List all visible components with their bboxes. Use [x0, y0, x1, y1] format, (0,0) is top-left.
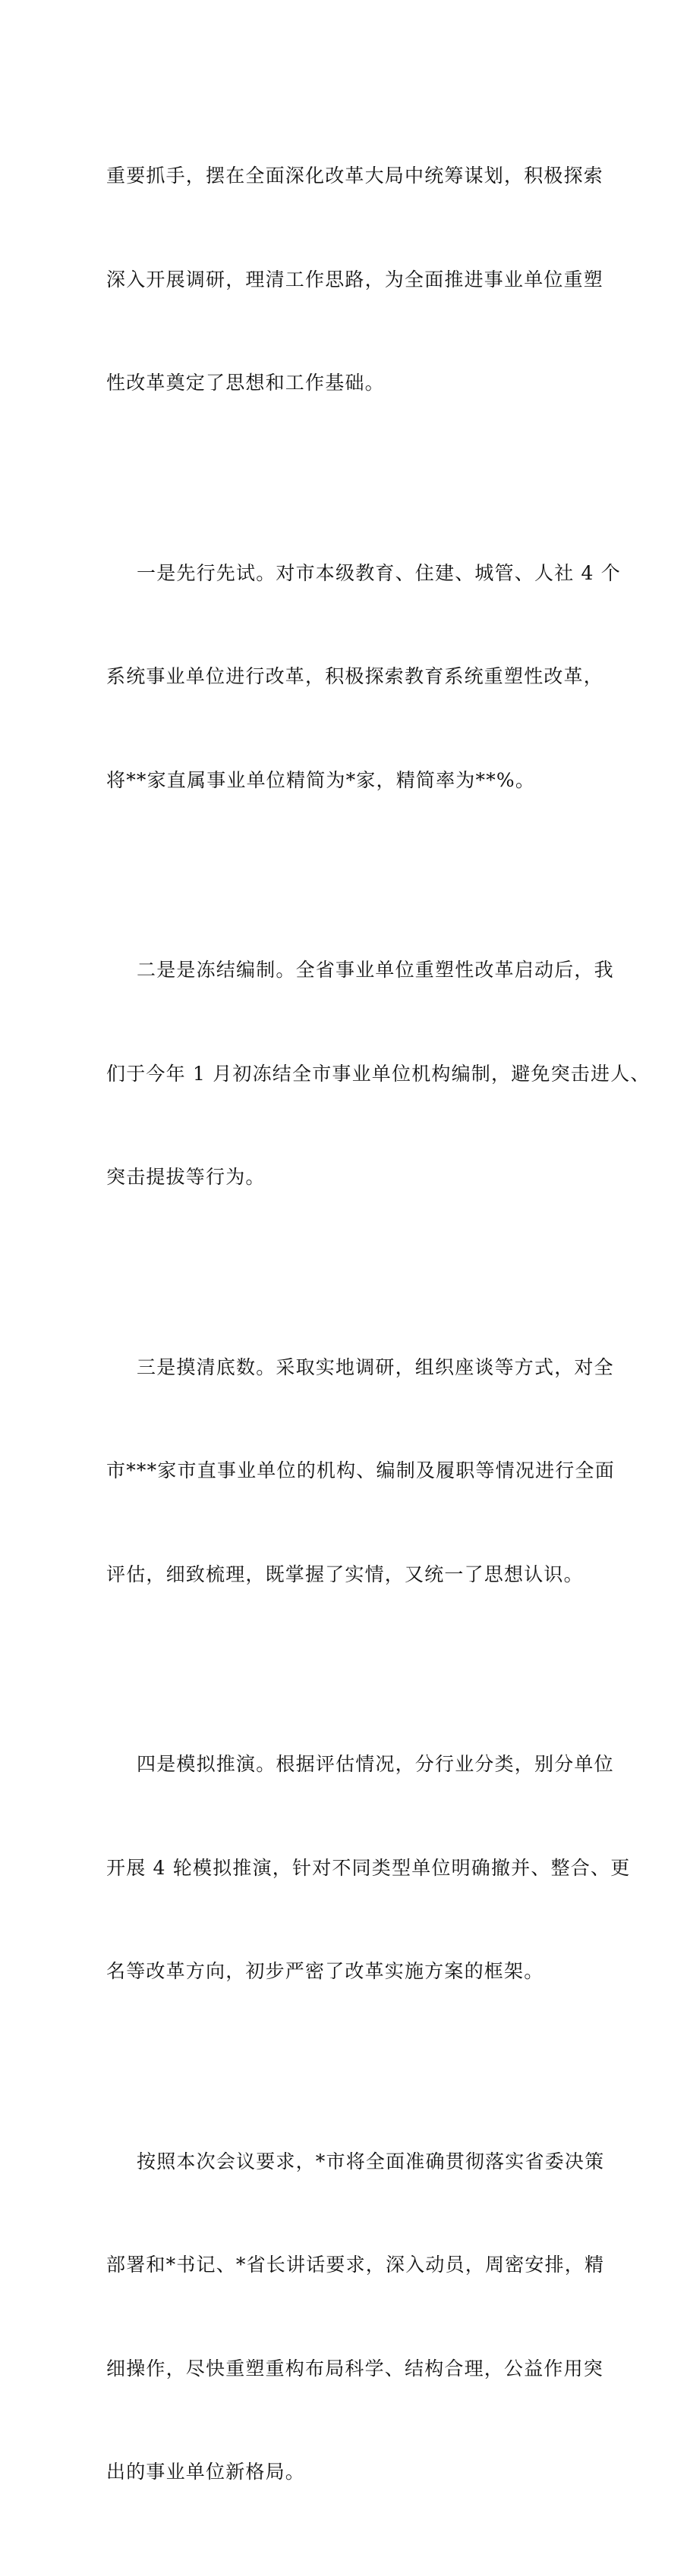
paragraph-conclusion [106, 2075, 605, 2559]
text-line: 一是先行先试。对市本级教育、住建、城管、人社 4 个 [137, 561, 622, 584]
text-line: 三是摸清底数。采取实地调研，组织座谈等方式，对全 [137, 1356, 614, 1378]
text-line: 名等改革方向，初步严密了改革实施方案的框架。 [106, 1960, 544, 1982]
paragraph-pilot [106, 487, 622, 867]
paragraph-survey [106, 1281, 615, 1661]
text-line: 深入开展调研，理清工作思路，为全面推进事业单位重塑 [106, 268, 604, 291]
paragraph-simulation [106, 1678, 631, 2058]
text-line: 市***家市直事业单位的机构、编制及履职等情况进行全面 [106, 1459, 615, 1481]
paragraph-intro [106, 90, 604, 470]
text-line: 二是是冻结编制。全省事业单位重塑性改革启动后，我 [137, 959, 614, 981]
text-line: 将**家直属事业单位精简为*家，精简率为**%。 [106, 768, 536, 791]
text-line: 四是模拟推演。根据评估情况，分行业分类，别分单位 [137, 1753, 614, 1775]
text-line: 性改革奠定了思想和工作基础。 [106, 372, 385, 394]
text-line: 按照本次会议要求，*市将全面准确贯彻落实省委决策 [137, 2150, 605, 2172]
text-line: 突击提拔等行为。 [106, 1166, 266, 1188]
document-body [106, 90, 651, 2576]
text-line: 开展 4 轮模拟推演，针对不同类型单位明确撤并、整合、更 [106, 1856, 631, 1879]
text-line: 们于今年 1 月初冻结全市事业单位机构编制，避免突击进人、 [106, 1062, 651, 1085]
text-line: 重要抓手，摆在全面深化改革大局中统筹谋划，积极探索 [106, 165, 604, 187]
text-line: 系统事业单位进行改革，积极探索教育系统重塑性改革， [106, 665, 604, 687]
text-line: 部署和*书记、*省长讲话要求，深入动员，周密安排，精 [106, 2254, 605, 2276]
text-line: 评估，细致梳理，既掌握了实情，又统一了思想认识。 [106, 1563, 584, 1585]
paragraph-freeze [106, 884, 651, 1264]
text-line: 细操作，尽快重塑重构布局科学、结构合理，公益作用突 [106, 2357, 604, 2380]
text-line: 出的事业单位新格局。 [106, 2461, 306, 2483]
